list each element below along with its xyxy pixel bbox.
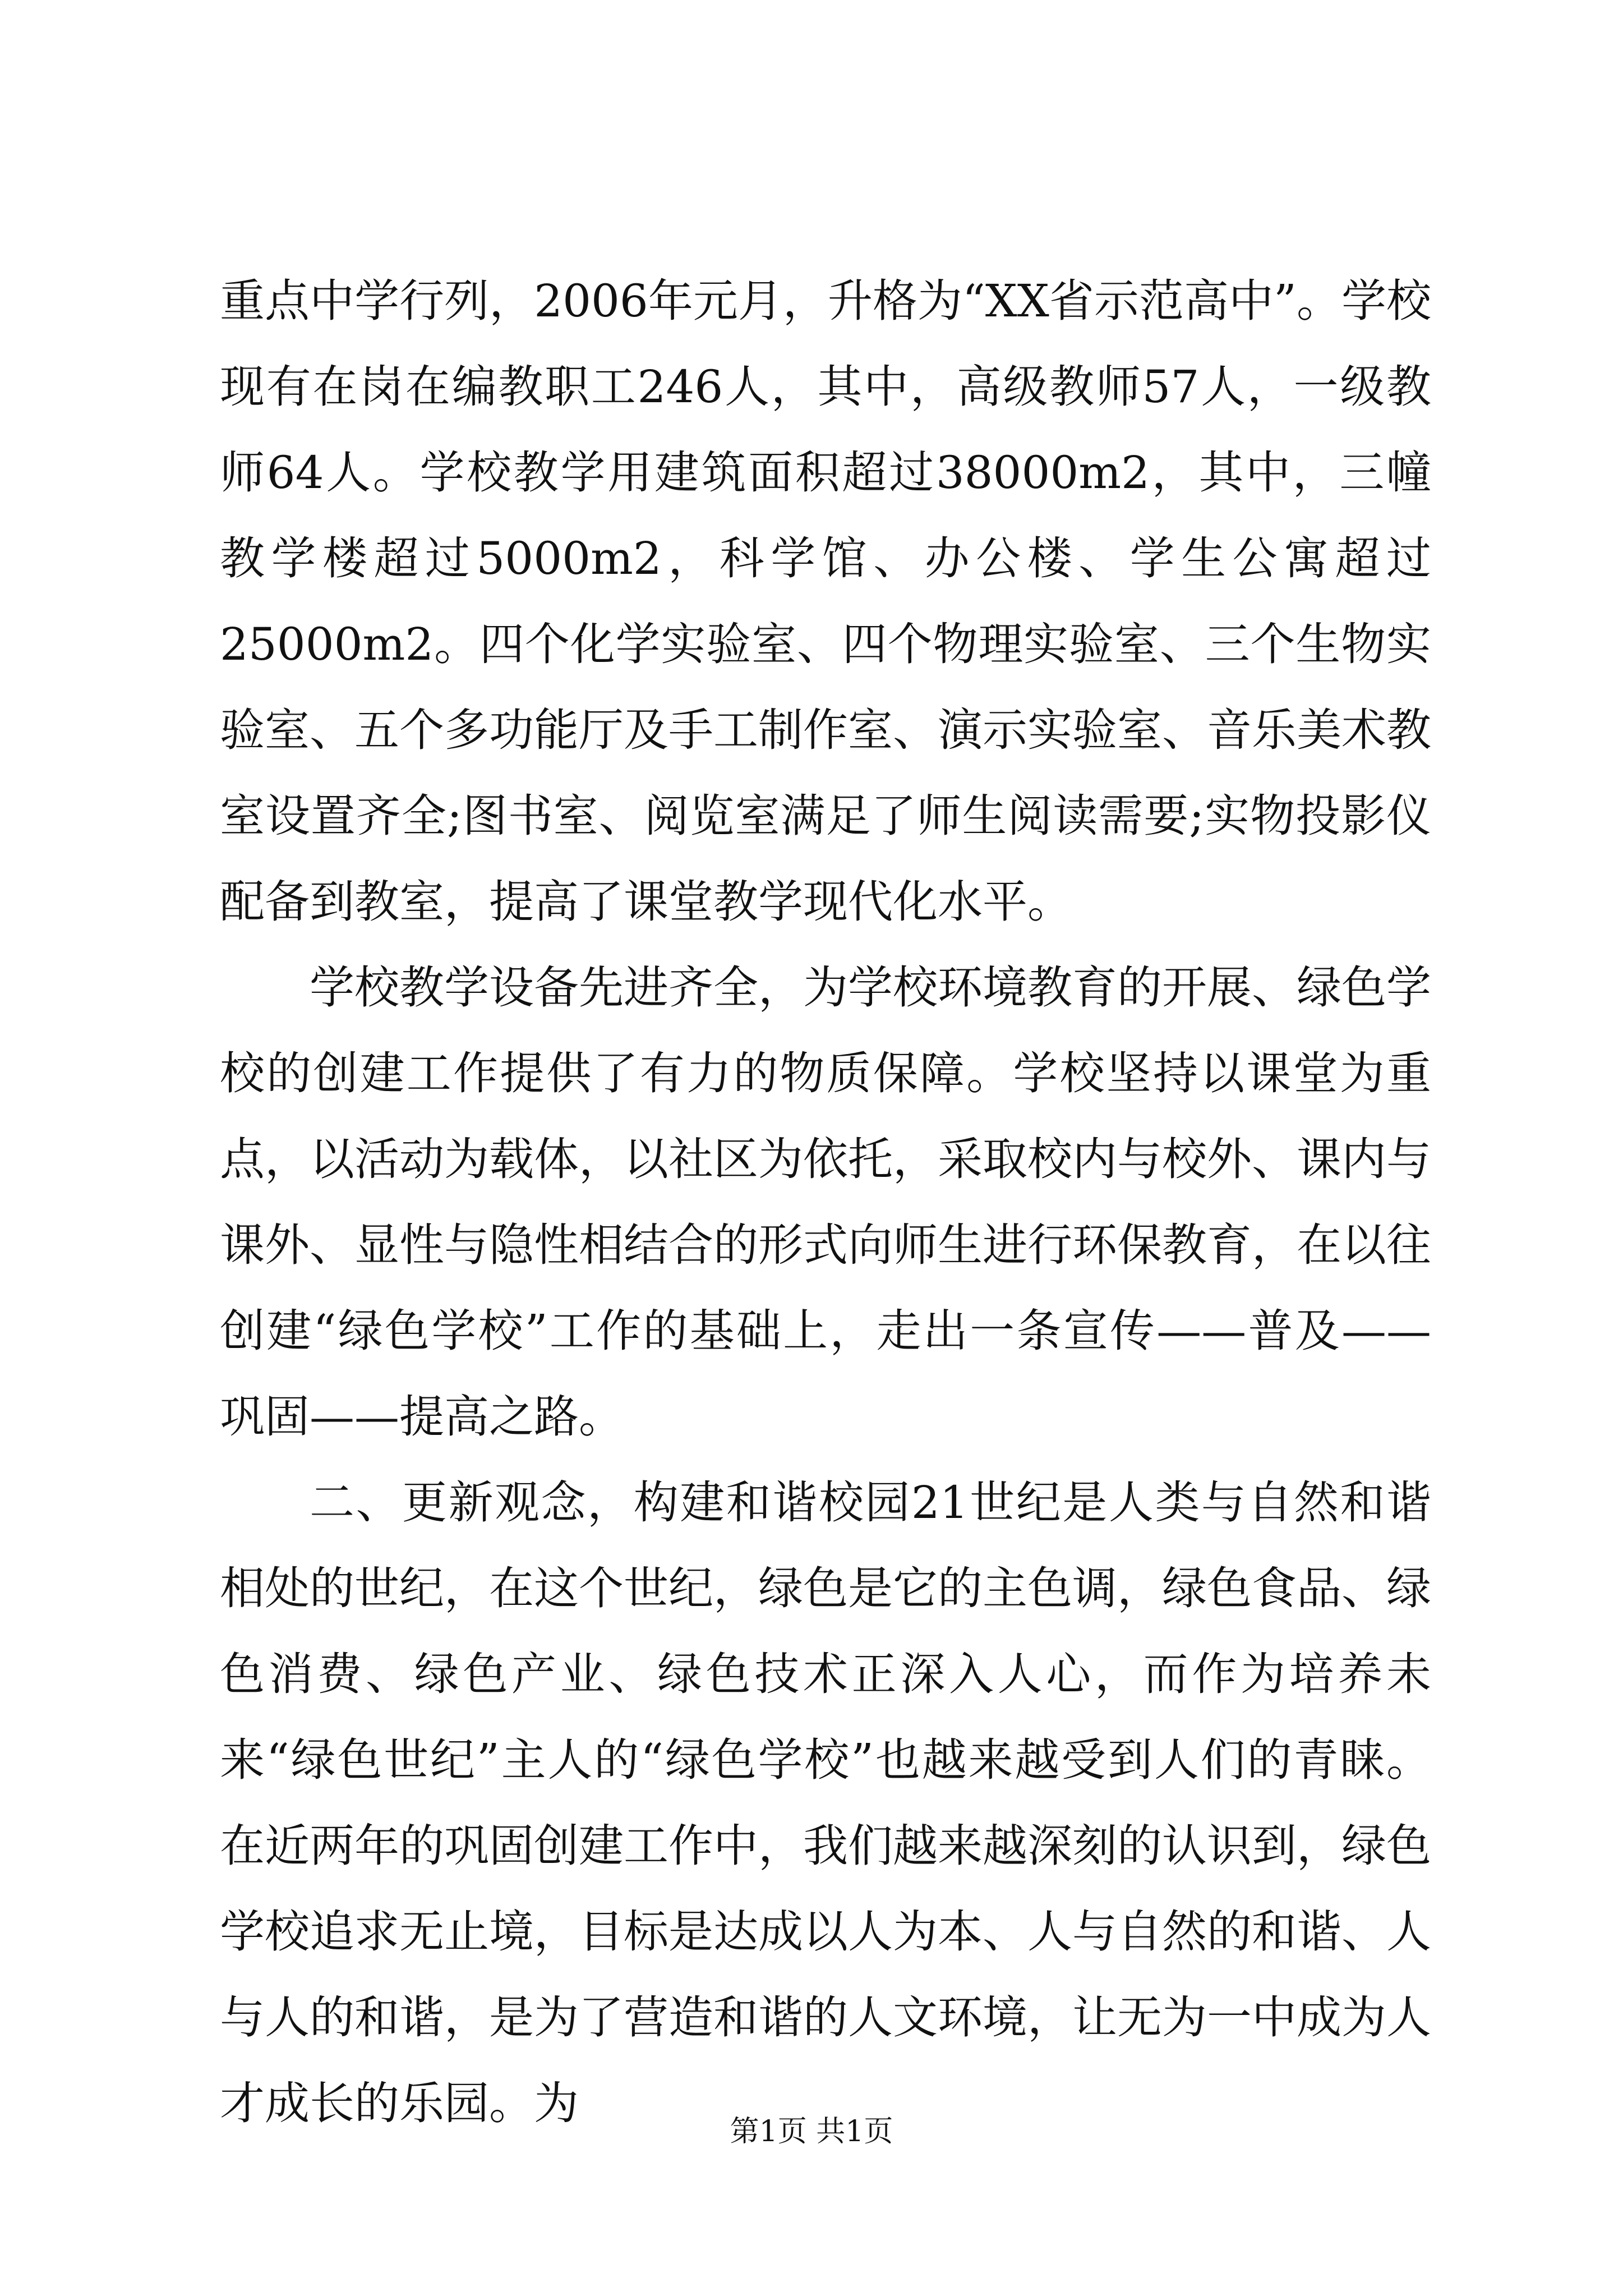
document-body: [220, 258, 1431, 2146]
paragraph: 学校教学设备先进齐全，为学校环境教育的开展、绿色学校的创建工作提供了有力的物质保障。学校坚持以课堂为重点，以活动为载体，以社区为依托，采取校内与校外、课内与课外、显性与隐性相结合的形式向师生进行环保教育，在以往创建“绿色学校”工作的基础上，走出一条宣传——普及——巩固——提高之路。: [220, 961, 1431, 1443]
paragraph: 二、更新观念，构建和谐校园21世纪是人类与自然和谐相处的世纪，在这个世纪，绿色是它的主色调，绿色食品、绿色消费、绿色产业、绿色技术正深入人心，而作为培养未来“绿色世纪”主人的“绿色学校”也越来越受到人们的青睐。在近两年的巩固创建工作中，我们越来越深刻的认识到，绿色学校追求无止境，目标是达成以人为本、人与自然的和谐、人与人的和谐，是为了营造和谐的人文环境，让无为一中成为人才成长的乐园。为: [220, 1476, 1431, 2129]
page-footer: 第1页 共1页: [730, 2115, 893, 2148]
paragraph-continued: 重点中学行列，2006年元月，升格为“XX省示范高中”。学校现有在岗在编教职工246人，其中，高级教师57人，一级教师64人。学校教学用建筑面积超过38000m2，其中，三幢教学楼超过5000m2，科学馆、办公楼、学生公寓超过25000m2。四个化学实验室、四个物理实验室、三个生物实验室、五个多功能厅及手工制作室、演示实验室、音乐美术教室设置齐全;图书室、阅览室满足了师生阅读需要;实物投影仪配备到教室，提高了课堂教学现代化水平。: [220, 275, 1431, 928]
